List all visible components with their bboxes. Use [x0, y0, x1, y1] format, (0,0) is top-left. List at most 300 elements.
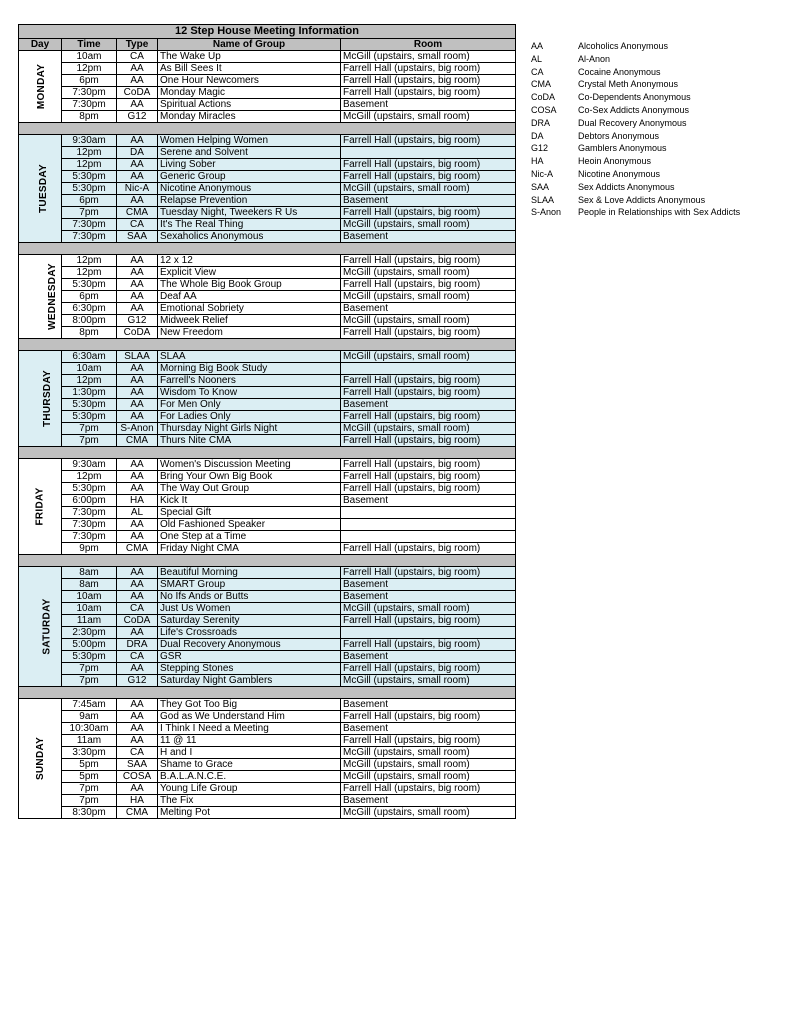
cell-time: 5:30pm — [62, 279, 117, 291]
cell-time: 5:30pm — [62, 651, 117, 663]
cell-time: 6pm — [62, 291, 117, 303]
cell-type: S-Anon — [117, 423, 158, 435]
cell-room: McGill (upstairs, small room) — [341, 291, 516, 303]
cell-group-name: Old Fashioned Speaker — [158, 519, 341, 531]
meeting-row — [19, 303, 516, 315]
legend-item — [531, 194, 740, 207]
cell-time: 6pm — [62, 195, 117, 207]
cell-room: Farrell Hall (upstairs, big room) — [341, 207, 516, 219]
cell-room: Farrell Hall (upstairs, big room) — [341, 87, 516, 99]
cell-group-name: For Ladies Only — [158, 411, 341, 423]
cell-group-name: Kick It — [158, 495, 341, 507]
cell-group-name: SLAA — [158, 351, 341, 363]
cell-room: Farrell Hall (upstairs, big room) — [341, 483, 516, 495]
cell-room: Basement — [341, 303, 516, 315]
legend-item — [531, 155, 740, 168]
day-label-text: FRIDAY — [34, 487, 46, 526]
cell-time: 10am — [62, 591, 117, 603]
cell-time: 8pm — [62, 327, 117, 339]
cell-room: Farrell Hall (upstairs, big room) — [341, 783, 516, 795]
cell-time: 7:30pm — [62, 87, 117, 99]
day-separator — [19, 123, 516, 135]
cell-type: AA — [117, 159, 158, 171]
cell-time: 9pm — [62, 543, 117, 555]
meeting-row — [19, 759, 516, 771]
cell-group-name: Morning Big Book Study — [158, 363, 341, 375]
cell-time: 6pm — [62, 75, 117, 87]
legend-description: Al-Anon — [578, 53, 611, 64]
legend-item — [531, 53, 740, 66]
cell-room: McGill (upstairs, small room) — [341, 675, 516, 687]
cell-room: Farrell Hall (upstairs, big room) — [341, 639, 516, 651]
cell-type: AA — [117, 411, 158, 423]
cell-room: McGill (upstairs, small room) — [341, 183, 516, 195]
schedule-body — [19, 51, 516, 819]
meeting-row — [19, 639, 516, 651]
legend-item — [531, 206, 740, 219]
cell-room — [341, 507, 516, 519]
legend-description: Dual Recovery Anonymous — [578, 117, 687, 128]
cell-type: G12 — [117, 111, 158, 123]
cell-group-name: Explicit View — [158, 267, 341, 279]
cell-room: Basement — [341, 795, 516, 807]
legend-abbreviation: CA — [531, 66, 544, 77]
cell-type: AA — [117, 735, 158, 747]
cell-room: Basement — [341, 195, 516, 207]
cell-type: CA — [117, 51, 158, 63]
cell-group-name: Stepping Stones — [158, 663, 341, 675]
meeting-row — [19, 483, 516, 495]
meeting-row — [19, 567, 516, 579]
cell-group-name: GSR — [158, 651, 341, 663]
cell-time: 7:30pm — [62, 219, 117, 231]
cell-room: Basement — [341, 723, 516, 735]
cell-type: SAA — [117, 759, 158, 771]
legend-description: Crystal Meth Anonymous — [578, 79, 679, 90]
cell-room: Farrell Hall (upstairs, big room) — [341, 279, 516, 291]
cell-type: CA — [117, 603, 158, 615]
cell-type: AA — [117, 303, 158, 315]
cell-type: AA — [117, 627, 158, 639]
meeting-row — [19, 699, 516, 711]
cell-time: 7pm — [62, 207, 117, 219]
cell-room: McGill (upstairs, small room) — [341, 747, 516, 759]
cell-type: AA — [117, 363, 158, 375]
cell-group-name: Midweek Relief — [158, 315, 341, 327]
cell-type: AA — [117, 291, 158, 303]
cell-time: 7:30pm — [62, 507, 117, 519]
meeting-row — [19, 579, 516, 591]
day-label — [19, 699, 62, 819]
cell-time: 9:30am — [62, 135, 117, 147]
meeting-row — [19, 375, 516, 387]
cell-group-name: New Freedom — [158, 327, 341, 339]
meeting-row — [19, 675, 516, 687]
legend-description: Alcoholics Anonymous — [578, 41, 669, 51]
cell-type: AA — [117, 459, 158, 471]
cell-type: SLAA — [117, 351, 158, 363]
cell-room: Basement — [341, 591, 516, 603]
cell-room: McGill (upstairs, small room) — [341, 807, 516, 819]
day-separator — [19, 687, 516, 699]
cell-group-name: Relapse Prevention — [158, 195, 341, 207]
legend-description: People in Relationships with Sex Addicts — [578, 207, 741, 218]
cell-time: 6:00pm — [62, 495, 117, 507]
legend-description: Gamblers Anonymous — [578, 143, 667, 154]
meeting-row — [19, 219, 516, 231]
meeting-row — [19, 747, 516, 759]
meeting-row — [19, 327, 516, 339]
cell-type: AA — [117, 567, 158, 579]
cell-type: CA — [117, 747, 158, 759]
cell-time: 12pm — [62, 267, 117, 279]
cell-group-name: God as We Understand Him — [158, 711, 341, 723]
cell-room: Farrell Hall (upstairs, big room) — [341, 615, 516, 627]
cell-time: 7pm — [62, 663, 117, 675]
cell-type: AA — [117, 399, 158, 411]
cell-group-name: 12 x 12 — [158, 255, 341, 267]
cell-group-name: I Think I Need a Meeting — [158, 723, 341, 735]
cell-time: 10:30am — [62, 723, 117, 735]
cell-room: Farrell Hall (upstairs, big room) — [341, 327, 516, 339]
meeting-row — [19, 663, 516, 675]
legend-item — [531, 40, 740, 53]
cell-group-name: Dual Recovery Anonymous — [158, 639, 341, 651]
cell-room: Basement — [341, 99, 516, 111]
cell-room: Basement — [341, 495, 516, 507]
cell-time: 2:30pm — [62, 627, 117, 639]
cell-time: 6:30am — [62, 351, 117, 363]
cell-group-name: Serene and Solvent — [158, 147, 341, 159]
day-label — [19, 351, 62, 447]
cell-type: CMA — [117, 807, 158, 819]
cell-group-name: The Way Out Group — [158, 483, 341, 495]
cell-room: McGill (upstairs, small room) — [341, 771, 516, 783]
meeting-row — [19, 87, 516, 99]
cell-room — [341, 147, 516, 159]
meeting-row — [19, 807, 516, 819]
cell-type: AA — [117, 135, 158, 147]
cell-time: 12pm — [62, 63, 117, 75]
meeting-row — [19, 711, 516, 723]
meeting-row — [19, 471, 516, 483]
cell-group-name: One Hour Newcomers — [158, 75, 341, 87]
cell-group-name: Emotional Sobriety — [158, 303, 341, 315]
legend-description: Nicotine Anonymous — [578, 168, 661, 179]
legend-abbreviation: G12 — [531, 143, 549, 154]
cell-time: 12pm — [62, 375, 117, 387]
meeting-row — [19, 315, 516, 327]
meeting-row — [19, 771, 516, 783]
cell-time: 7pm — [62, 783, 117, 795]
cell-time: 3:30pm — [62, 747, 117, 759]
legend-item — [531, 104, 740, 117]
cell-time: 12pm — [62, 159, 117, 171]
meeting-row — [19, 735, 516, 747]
meeting-row — [19, 207, 516, 219]
meeting-schedule-table — [18, 24, 516, 819]
cell-group-name: SMART Group — [158, 579, 341, 591]
cell-type: AA — [117, 255, 158, 267]
cell-type: COSA — [117, 771, 158, 783]
cell-room: McGill (upstairs, small room) — [341, 759, 516, 771]
legend-description: Sex & Love Addicts Anonymous — [578, 194, 706, 205]
cell-time: 9am — [62, 711, 117, 723]
column-header-room: Room — [341, 39, 516, 51]
day-label-text: MONDAY — [36, 63, 48, 110]
cell-room: Farrell Hall (upstairs, big room) — [341, 135, 516, 147]
cell-group-name: Life's Crossroads — [158, 627, 341, 639]
cell-group-name: Farrell's Nooners — [158, 375, 341, 387]
cell-type: G12 — [117, 675, 158, 687]
meeting-row — [19, 783, 516, 795]
cell-type: HA — [117, 795, 158, 807]
meeting-row — [19, 591, 516, 603]
cell-time: 8:00pm — [62, 315, 117, 327]
cell-room: Farrell Hall (upstairs, big room) — [341, 459, 516, 471]
schedule-title: 12 Step House Meeting Information — [19, 25, 516, 39]
cell-room — [341, 531, 516, 543]
legend-abbreviation: AL — [531, 53, 543, 64]
meeting-row — [19, 63, 516, 75]
cell-room: Farrell Hall (upstairs, big room) — [341, 75, 516, 87]
day-separator — [19, 243, 516, 255]
meeting-row — [19, 531, 516, 543]
cell-type: AA — [117, 591, 158, 603]
meeting-row — [19, 183, 516, 195]
cell-time: 8am — [62, 567, 117, 579]
meeting-row — [19, 147, 516, 159]
cell-type: AA — [117, 663, 158, 675]
cell-time: 5:30pm — [62, 171, 117, 183]
legend-abbreviation: SAA — [531, 181, 550, 192]
cell-type: AA — [117, 483, 158, 495]
cell-type: HA — [117, 495, 158, 507]
cell-time: 5:30pm — [62, 483, 117, 495]
cell-group-name: Shame to Grace — [158, 759, 341, 771]
day-label — [19, 255, 62, 339]
meeting-row — [19, 519, 516, 531]
meeting-row — [19, 543, 516, 555]
legend-description: Co-Dependents Anonymous — [578, 92, 691, 103]
cell-group-name: Sexaholics Anonymous — [158, 231, 341, 243]
cell-group-name: Nicotine Anonymous — [158, 183, 341, 195]
meeting-row — [19, 171, 516, 183]
cell-time: 9:30am — [62, 459, 117, 471]
legend-description: Co-Sex Addicts Anonymous — [578, 104, 690, 115]
meeting-row — [19, 351, 516, 363]
cell-type: CoDA — [117, 615, 158, 627]
cell-type: AA — [117, 267, 158, 279]
meeting-row — [19, 159, 516, 171]
cell-room — [341, 519, 516, 531]
cell-time: 11am — [62, 615, 117, 627]
cell-group-name: B.A.L.A.N.C.E. — [158, 771, 341, 783]
cell-type: AA — [117, 519, 158, 531]
cell-room: Farrell Hall (upstairs, big room) — [341, 663, 516, 675]
cell-type: AA — [117, 783, 158, 795]
cell-time: 10am — [62, 51, 117, 63]
cell-room: Farrell Hall (upstairs, big room) — [341, 411, 516, 423]
cell-time: 7:30pm — [62, 531, 117, 543]
cell-type: AA — [117, 171, 158, 183]
meeting-row — [19, 231, 516, 243]
cell-time: 5:30pm — [62, 399, 117, 411]
column-header-type: Type — [117, 39, 158, 51]
cell-group-name: Tuesday Night, Tweekers R Us — [158, 207, 341, 219]
cell-group-name: H and I — [158, 747, 341, 759]
cell-time: 8am — [62, 579, 117, 591]
cell-room: Farrell Hall (upstairs, big room) — [341, 543, 516, 555]
cell-room: Farrell Hall (upstairs, big room) — [341, 387, 516, 399]
cell-group-name: Just Us Women — [158, 603, 341, 615]
cell-type: AA — [117, 75, 158, 87]
meeting-row — [19, 195, 516, 207]
cell-type: AA — [117, 699, 158, 711]
type-legend — [531, 40, 740, 219]
legend-abbreviation: Nic-A — [531, 168, 553, 179]
cell-room: McGill (upstairs, small room) — [341, 351, 516, 363]
meeting-row — [19, 399, 516, 411]
cell-type: Nic-A — [117, 183, 158, 195]
cell-time: 12pm — [62, 471, 117, 483]
legend-item — [531, 91, 740, 104]
cell-room: Farrell Hall (upstairs, big room) — [341, 375, 516, 387]
cell-group-name: 11 @ 11 — [158, 735, 341, 747]
cell-room: Farrell Hall (upstairs, big room) — [341, 435, 516, 447]
legend-abbreviation: COSA — [531, 104, 557, 115]
legend-description: Cocaine Anonymous — [578, 66, 661, 77]
meeting-row — [19, 507, 516, 519]
legend-description: Heoin Anonymous — [578, 156, 652, 167]
cell-type: CoDA — [117, 327, 158, 339]
meeting-row — [19, 411, 516, 423]
meeting-row — [19, 387, 516, 399]
meeting-row — [19, 615, 516, 627]
cell-group-name: For Men Only — [158, 399, 341, 411]
cell-group-name: Thursday Night Girls Night — [158, 423, 341, 435]
cell-group-name: It's The Real Thing — [158, 219, 341, 231]
cell-room: Basement — [341, 399, 516, 411]
cell-group-name: Saturday Night Gamblers — [158, 675, 341, 687]
column-header-group-name: Name of Group — [158, 39, 341, 51]
cell-type: G12 — [117, 315, 158, 327]
cell-group-name: Saturday Serenity — [158, 615, 341, 627]
day-separator — [19, 555, 516, 567]
legend-abbreviation: DA — [531, 130, 544, 141]
meeting-row — [19, 75, 516, 87]
day-label-text: SUNDAY — [35, 736, 47, 781]
cell-time: 7pm — [62, 435, 117, 447]
cell-group-name: One Step at a Time — [158, 531, 341, 543]
cell-time: 12pm — [62, 147, 117, 159]
cell-room: Farrell Hall (upstairs, big room) — [341, 711, 516, 723]
cell-group-name: The Wake Up — [158, 51, 341, 63]
cell-room: Basement — [341, 231, 516, 243]
cell-type: AA — [117, 531, 158, 543]
cell-time: 5pm — [62, 771, 117, 783]
day-label — [19, 459, 62, 555]
day-label-text: SATURDAY — [41, 598, 53, 655]
cell-time: 7pm — [62, 423, 117, 435]
cell-time: 12pm — [62, 255, 117, 267]
cell-room: McGill (upstairs, small room) — [341, 267, 516, 279]
legend-abbreviation: DRA — [531, 117, 551, 128]
day-label-text: THURSDAY — [42, 369, 54, 428]
cell-room: McGill (upstairs, small room) — [341, 315, 516, 327]
meeting-row — [19, 651, 516, 663]
cell-group-name: Friday Night CMA — [158, 543, 341, 555]
meeting-row — [19, 363, 516, 375]
cell-room — [341, 363, 516, 375]
legend-item — [531, 117, 740, 130]
cell-room: McGill (upstairs, small room) — [341, 51, 516, 63]
cell-room: Farrell Hall (upstairs, big room) — [341, 735, 516, 747]
cell-type: DRA — [117, 639, 158, 651]
day-label-text: WEDNESDAY — [46, 263, 58, 330]
column-header-time: Time — [62, 39, 117, 51]
cell-group-name: Monday Magic — [158, 87, 341, 99]
cell-time: 6:30pm — [62, 303, 117, 315]
day-label — [19, 567, 62, 687]
cell-group-name: Special Gift — [158, 507, 341, 519]
cell-type: AA — [117, 711, 158, 723]
meeting-row — [19, 627, 516, 639]
cell-type: AL — [117, 507, 158, 519]
legend-item — [531, 168, 740, 181]
meeting-row — [19, 795, 516, 807]
meeting-row — [19, 51, 516, 63]
meeting-row — [19, 435, 516, 447]
meeting-row — [19, 423, 516, 435]
cell-group-name: Wisdom To Know — [158, 387, 341, 399]
cell-time: 7:30pm — [62, 519, 117, 531]
legend-description: Debtors Anonymous — [578, 130, 660, 141]
cell-group-name: Melting Pot — [158, 807, 341, 819]
cell-type: CoDA — [117, 87, 158, 99]
meeting-row — [19, 459, 516, 471]
cell-time: 8pm — [62, 111, 117, 123]
cell-room: Basement — [341, 651, 516, 663]
day-label-text: TUESDAY — [37, 164, 49, 213]
day-label — [19, 51, 62, 123]
cell-group-name: Generic Group — [158, 171, 341, 183]
cell-room: McGill (upstairs, small room) — [341, 423, 516, 435]
cell-group-name: As Bill Sees It — [158, 63, 341, 75]
cell-time: 7:45am — [62, 699, 117, 711]
cell-room: McGill (upstairs, small room) — [341, 219, 516, 231]
cell-type: SAA — [117, 231, 158, 243]
cell-time: 7pm — [62, 795, 117, 807]
cell-room: Farrell Hall (upstairs, big room) — [341, 63, 516, 75]
cell-type: CMA — [117, 435, 158, 447]
cell-type: CMA — [117, 207, 158, 219]
cell-group-name: Spiritual Actions — [158, 99, 341, 111]
cell-time: 11am — [62, 735, 117, 747]
legend-item — [531, 142, 740, 155]
legend-item — [531, 66, 740, 79]
cell-type: AA — [117, 387, 158, 399]
meeting-row — [19, 99, 516, 111]
cell-group-name: Beautiful Morning — [158, 567, 341, 579]
cell-room: Farrell Hall (upstairs, big room) — [341, 567, 516, 579]
meeting-row — [19, 603, 516, 615]
cell-type: AA — [117, 579, 158, 591]
cell-type: AA — [117, 279, 158, 291]
cell-room: Farrell Hall (upstairs, big room) — [341, 255, 516, 267]
day-label — [19, 135, 62, 243]
meeting-row — [19, 135, 516, 147]
